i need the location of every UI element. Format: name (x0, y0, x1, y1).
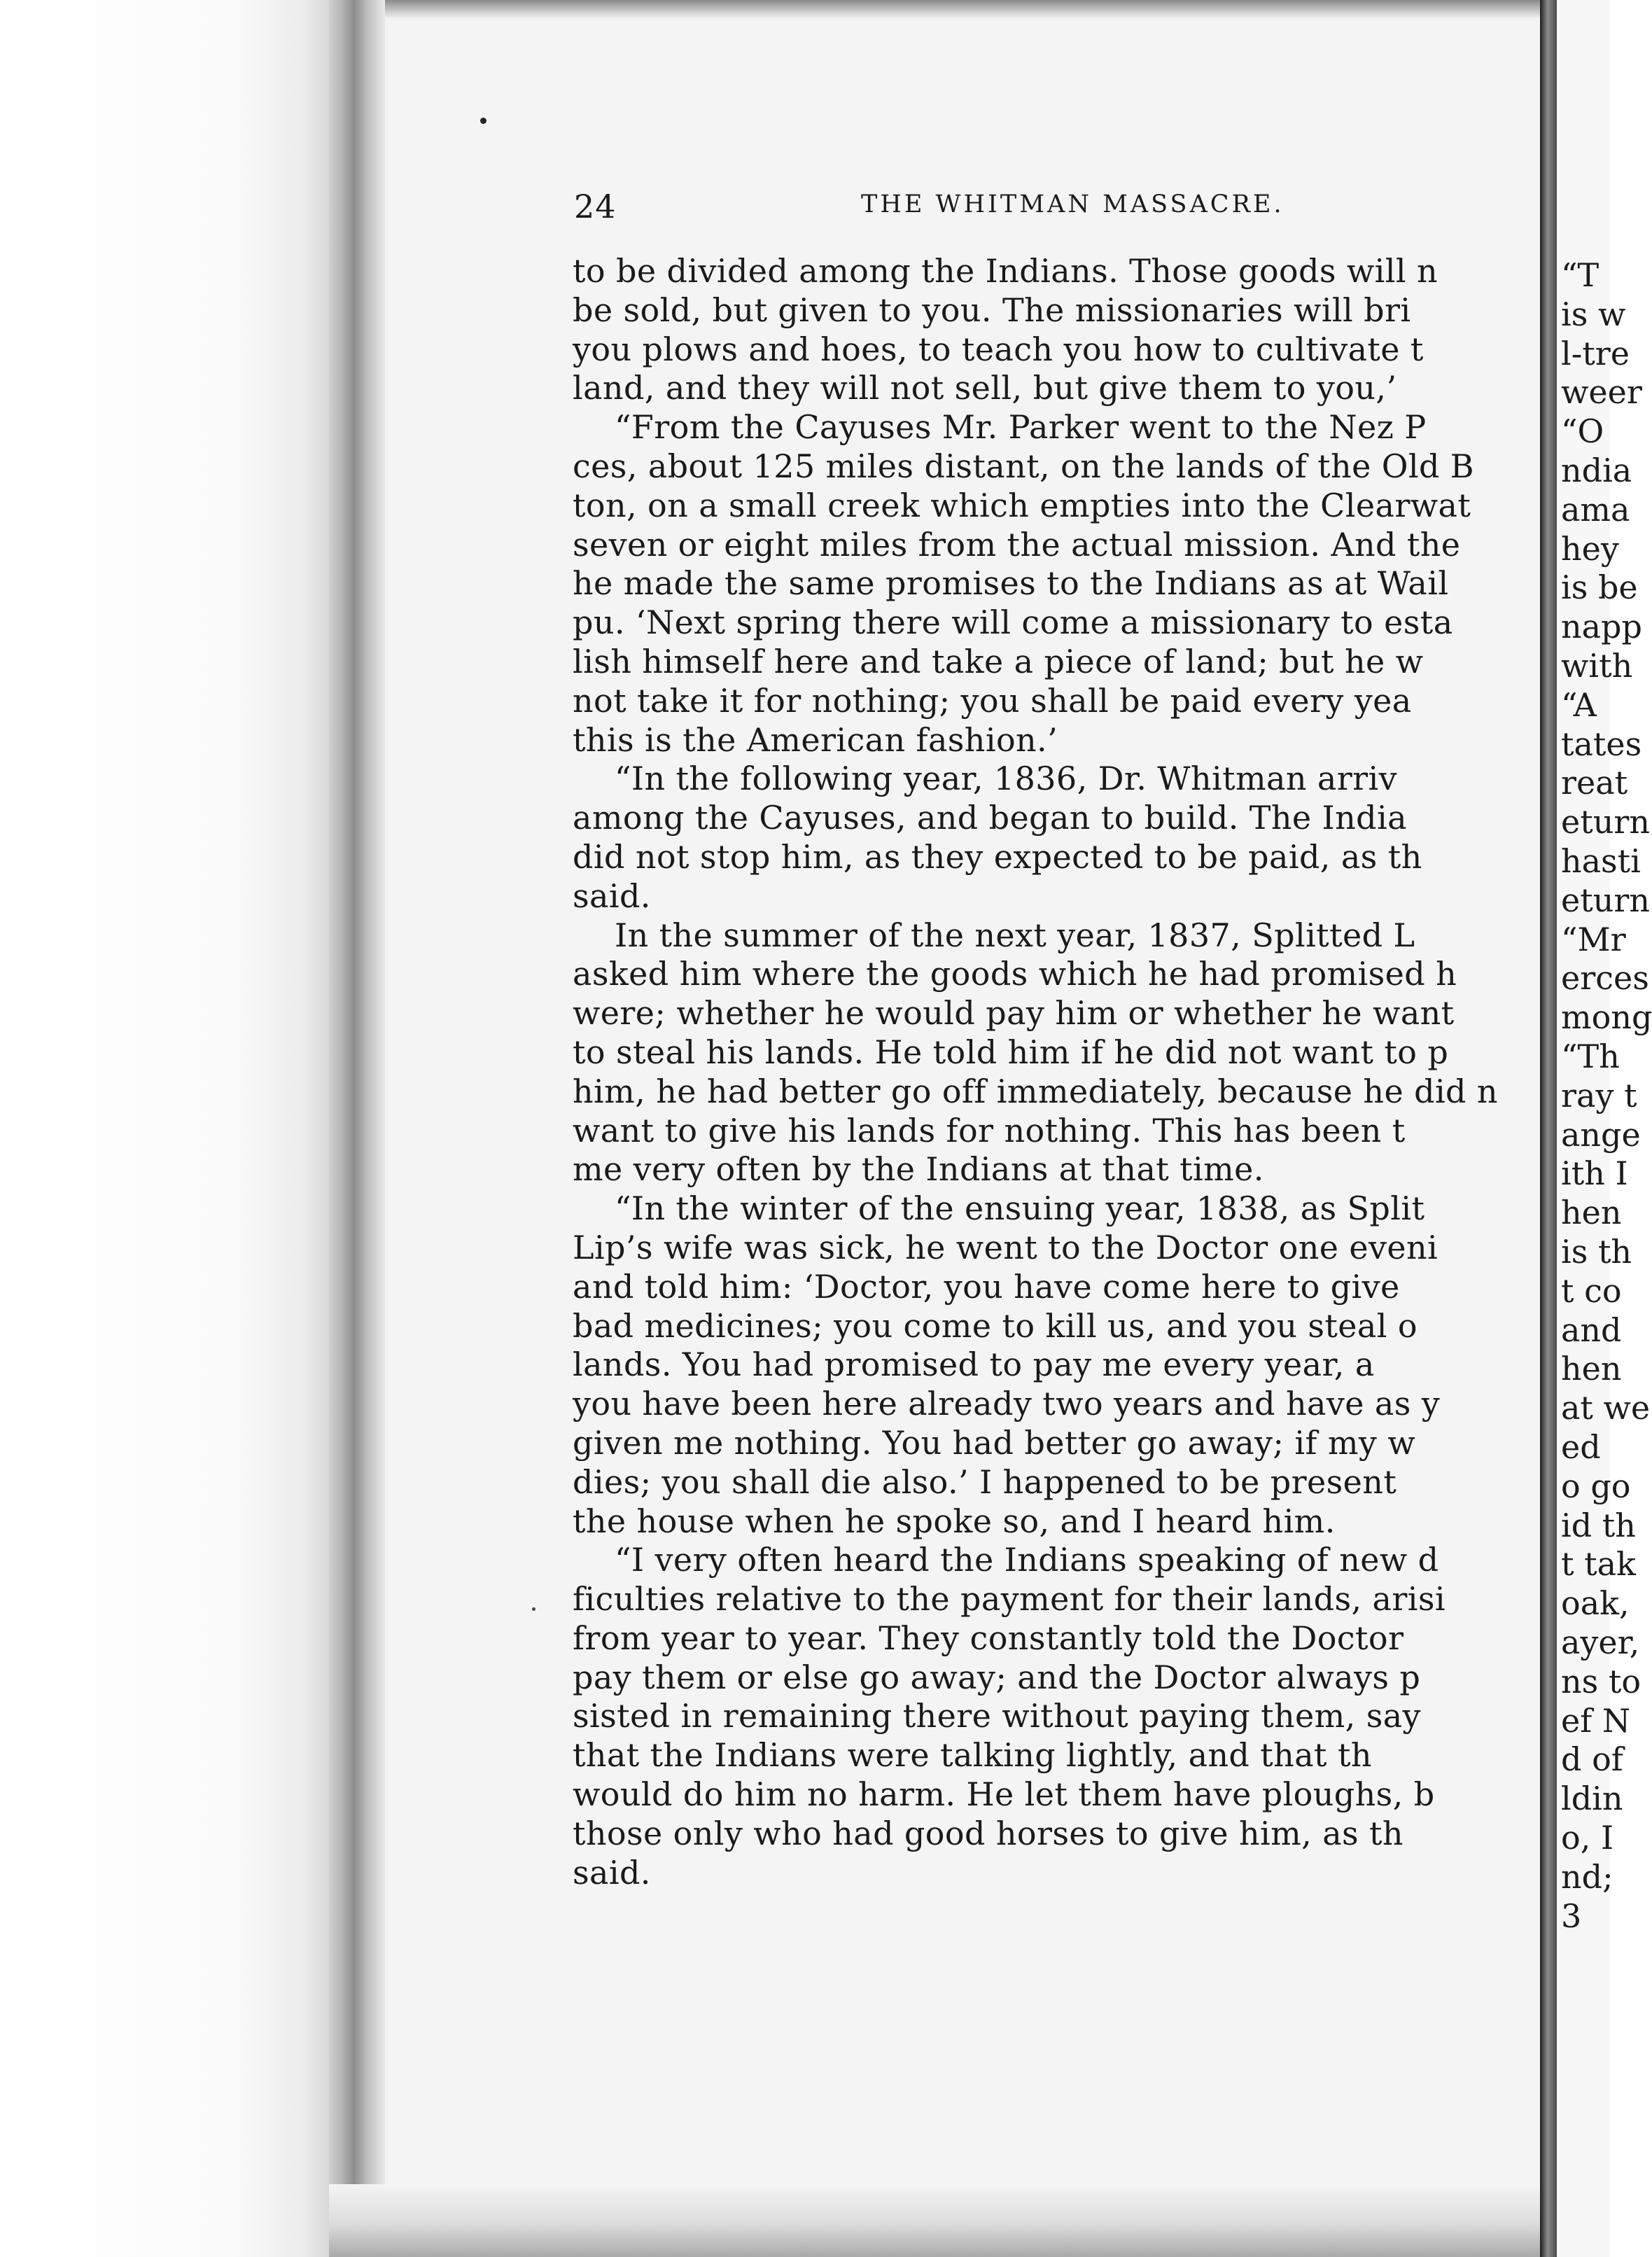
text-line: from year to year. They constantly told the Doctor (573, 1619, 1404, 1657)
text-line: be sold, but given to you. The missionaries will bri (573, 291, 1411, 329)
facing-page-line: ayer, (1561, 1623, 1640, 1661)
text-line: asked him where the goods which he had promised h (573, 955, 1457, 993)
facing-page-line: o go (1561, 1467, 1631, 1505)
facing-page-line: is w (1561, 295, 1626, 333)
text-line: lands. You had promised to pay me every year, a (573, 1346, 1375, 1384)
text-line: “In the winter of the ensuing year, 1838, as Split (615, 1189, 1425, 1228)
text-line: given me nothing. You had better go away; if my w (573, 1423, 1416, 1462)
facing-page-line: ama (1561, 490, 1630, 529)
text-line: lish himself here and take a piece of land; but he w (573, 642, 1424, 680)
text-line: he made the same promises to the Indians as at Wail (573, 564, 1449, 603)
scan-speck (532, 1607, 536, 1611)
facing-page-line: is be (1561, 568, 1638, 607)
facing-page-line: ldin (1561, 1780, 1623, 1818)
facing-page-line: o, I (1561, 1819, 1614, 1857)
text-line: dies; you shall die also.’ I happened to be present (573, 1462, 1397, 1501)
text-line: pu. ‘Next spring there will come a missionary to esta (573, 603, 1453, 642)
facing-page-line: 3 (1561, 1896, 1582, 1935)
page-top-border (385, 0, 1540, 18)
facing-page-line: is th (1561, 1233, 1632, 1271)
facing-page-line: hen (1561, 1350, 1622, 1388)
facing-page-line: ith I (1561, 1154, 1628, 1193)
facing-page-line: id th (1561, 1506, 1636, 1544)
book-page-edge (329, 0, 392, 2257)
facing-page-line: eturn (1561, 803, 1650, 841)
text-line: that the Indians were talking lightly, and that th (573, 1736, 1372, 1775)
facing-page-line: l-tre (1561, 334, 1630, 372)
text-line: “I very often heard the Indians speaking of new d (615, 1541, 1439, 1579)
text-line: and told him: ‘Doctor, you have come here to give (573, 1267, 1400, 1306)
facing-page-line: erces (1561, 959, 1649, 998)
text-line: ton, on a small creek which empties into the Clearwat (573, 486, 1471, 524)
facing-page-line: with (1561, 647, 1633, 685)
text-line: bad medicines; you come to kill us, and you steal o (573, 1306, 1418, 1345)
text-line: this is the American fashion.’ (573, 720, 1058, 759)
text-line: pay them or else go away; and the Doctor always p (573, 1658, 1421, 1696)
page-bottom-shadow (329, 2184, 1540, 2257)
text-line: “In the following year, 1836, Dr. Whitman arriv (615, 760, 1397, 798)
facing-page-line: t tak (1561, 1545, 1636, 1584)
text-line: me very often by the Indians at that time. (573, 1150, 1264, 1189)
facing-page-line: hey (1561, 529, 1619, 568)
facing-page-line: ed (1561, 1428, 1601, 1466)
facing-page-line: nd; (1561, 1857, 1614, 1896)
running-title: THE WHITMAN MASSACRE. (861, 190, 1284, 218)
facing-page-line: d of (1561, 1740, 1623, 1779)
text-line: among the Cayuses, and began to build. The India (573, 799, 1407, 837)
facing-page-line: eturn (1561, 881, 1650, 919)
text-line: sisted in remaining there without paying them, say (573, 1697, 1421, 1735)
text-line: said. (573, 1853, 651, 1892)
text-line: not take it for nothing; you shall be paid every yea (573, 681, 1412, 720)
facing-page-line: ef N (1561, 1701, 1631, 1740)
facing-page-line: “Mr (1561, 920, 1626, 958)
facing-page-line: hen (1561, 1194, 1622, 1232)
text-line: In the summer of the next year, 1837, Splitted L (615, 916, 1415, 954)
facing-page-line: “A (1561, 685, 1597, 724)
text-line: “From the Cayuses Mr. Parker went to the Nez P (615, 408, 1427, 447)
page-header (574, 188, 1540, 230)
facing-page-line: “Th (1561, 1037, 1620, 1075)
text-line: to steal his lands. He told him if he did not want to p (573, 1033, 1449, 1071)
text-line: said. (573, 876, 651, 915)
facing-page-line: at we (1561, 1389, 1651, 1427)
text-line: ficulties relative to the payment for their lands, arisi (573, 1580, 1446, 1619)
text-line: to be divided among the Indians. Those goods will n (573, 252, 1438, 290)
facing-page-line: reat (1561, 764, 1628, 802)
facing-page-line: and (1561, 1311, 1622, 1349)
text-line: those only who had good horses to give him, as th (573, 1814, 1404, 1852)
scan-speck (480, 118, 486, 124)
text-line: you have been here already two years and have as y (573, 1385, 1441, 1423)
facing-page-fragment (1557, 0, 1652, 2257)
facing-page-line: ns to (1561, 1662, 1642, 1700)
facing-page-line: ange (1561, 1115, 1641, 1154)
text-line: seven or eight miles from the actual mission. And the (573, 525, 1461, 564)
facing-page-line: mong (1561, 998, 1652, 1037)
facing-page-line: tates (1561, 725, 1642, 763)
facing-page-line: t co (1561, 1271, 1622, 1310)
facing-page-line: napp (1561, 608, 1642, 646)
facing-page-line: “O (1561, 412, 1604, 451)
text-line: you plows and hoes, to teach you how to cultivate t (573, 330, 1424, 368)
facing-page-line: weer (1561, 373, 1642, 412)
facing-page-line: ndia (1561, 452, 1632, 489)
scan-left-margin (0, 0, 329, 2257)
text-line: want to give his lands for nothing. This has been t (573, 1111, 1406, 1150)
facing-page-line: ray t (1561, 1076, 1637, 1114)
book-gutter (1540, 0, 1557, 2257)
text-line: Lip’s wife was sick, he went to the Doctor one eveni (573, 1228, 1438, 1266)
text-line: were; whether he would pay him or whether he want (573, 994, 1455, 1033)
page-number: 24 (574, 188, 617, 225)
text-line: the house when he spoke so, and I heard him. (573, 1502, 1336, 1540)
page-body-text (573, 252, 1540, 2100)
text-line: ces, about 125 miles distant, on the lands of the Old B (573, 447, 1475, 485)
facing-page-line: hasti (1561, 842, 1641, 880)
facing-page-line: oak, (1561, 1584, 1630, 1623)
text-line: did not stop him, as they expected to be paid, as th (573, 837, 1422, 876)
text-line: land, and they will not sell, but give them to you,’ (573, 369, 1397, 407)
facing-page-line: “T (1561, 256, 1600, 294)
text-line: would do him no harm. He let them have ploughs, b (573, 1775, 1435, 1814)
text-line: him, he had better go off immediately, because he did n (573, 1072, 1498, 1110)
